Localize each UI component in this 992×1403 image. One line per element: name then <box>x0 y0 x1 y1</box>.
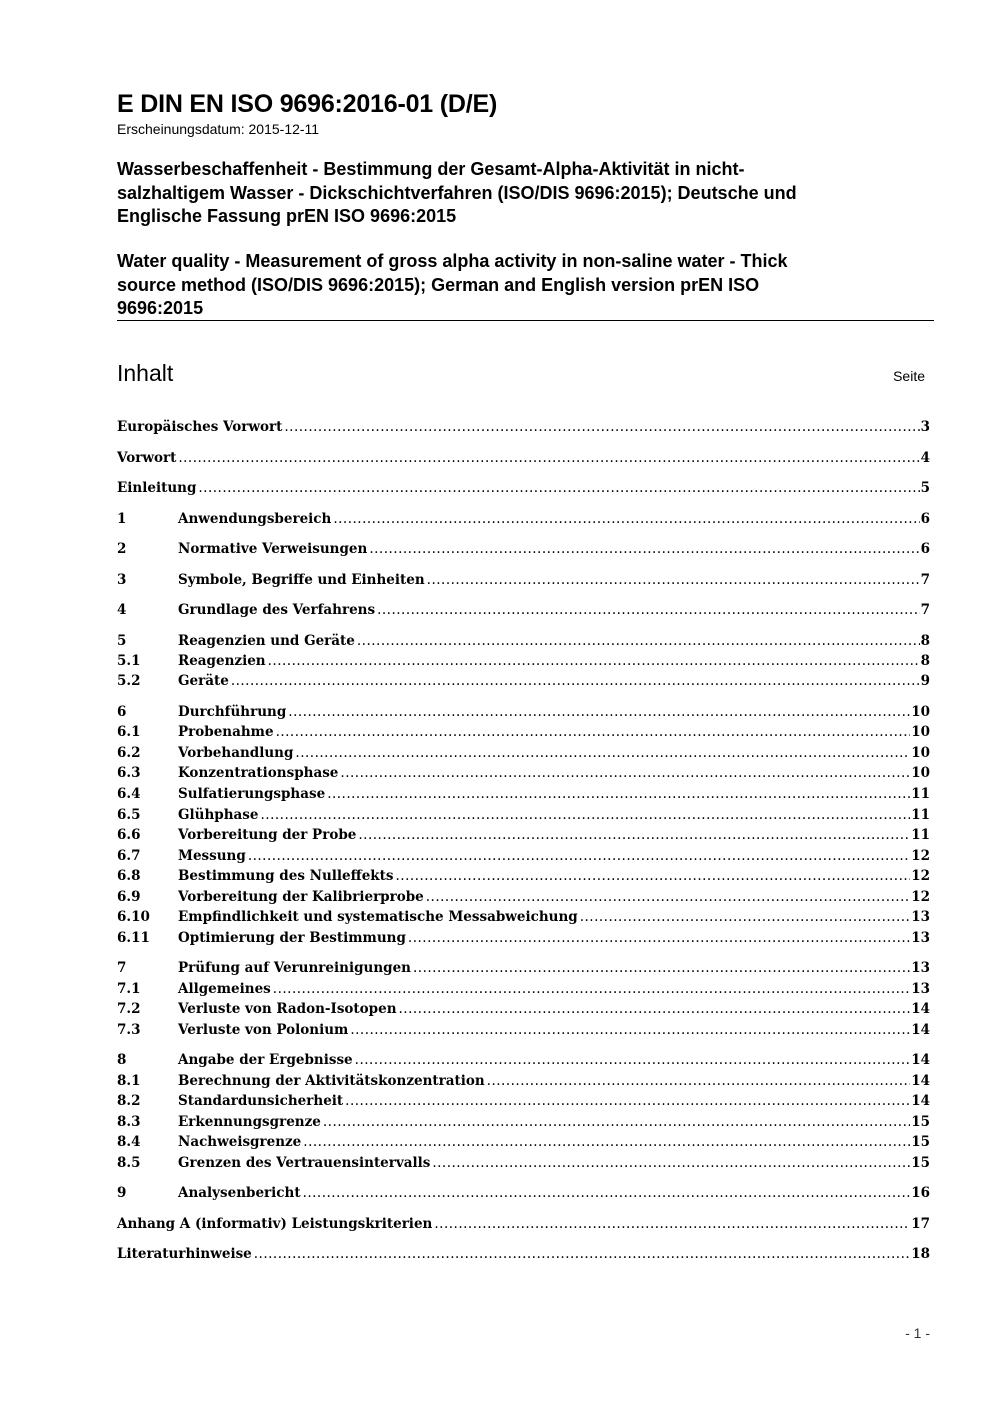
toc-entry-number: 8.2 <box>117 1093 141 1109</box>
toc-entry-title: Sulfatierungsphase <box>178 786 326 802</box>
toc-entry-page: 14 <box>911 1093 930 1109</box>
toc-entry-title: Bestimmung des Nulleffekts <box>178 868 394 884</box>
toc-entry-number: 7.1 <box>117 981 141 997</box>
toc-entry-title: Vorbehandlung <box>178 745 294 761</box>
toc-entry[interactable] <box>117 478 930 498</box>
toc-entry-title: Vorwort <box>117 450 177 466</box>
toc-entry-page: 8 <box>920 633 930 649</box>
toc-entry-page: 10 <box>911 765 930 781</box>
toc-dot-leader <box>580 907 910 927</box>
toc-entry-number: 5 <box>117 633 127 649</box>
toc-entry-page: 13 <box>911 981 930 997</box>
toc-dot-leader <box>260 805 910 825</box>
toc-dot-leader <box>288 702 910 722</box>
toc-dot-leader <box>268 651 920 671</box>
toc-entry-page: 16 <box>911 1185 930 1201</box>
toc-entry-title: Berechnung der Aktivitätskonzentration <box>178 1073 485 1089</box>
toc-entry-number: 8.4 <box>117 1134 141 1150</box>
toc-entry[interactable] <box>117 448 930 468</box>
toc-entry[interactable] <box>117 570 930 590</box>
toc-entry-number: 6.6 <box>117 827 141 843</box>
toc-entry-title: Europäisches Vorwort <box>117 419 283 435</box>
toc-entry[interactable] <box>117 671 930 691</box>
toc-entry-title: Optimierung der Bestimmung <box>178 930 406 946</box>
toc-dot-leader <box>284 417 919 437</box>
toc-entry-number: 1 <box>117 511 127 527</box>
title-english-line: source method (ISO/DIS 9696:2015); German and English version prEN ISO <box>117 274 760 295</box>
toc-entry-number: 8.1 <box>117 1073 141 1089</box>
toc-entry-title: Angabe der Ergebnisse <box>178 1052 353 1068</box>
title-german-line: salzhaltigem Wasser - Dickschichtverfahren (ISO/DIS 9696:2015); Deutsche und <box>117 182 797 203</box>
toc-entry-page: 8 <box>920 653 930 669</box>
toc-entry-title: Vorbereitung der Probe <box>178 827 357 843</box>
toc-entry-page: 12 <box>911 868 930 884</box>
toc-dot-leader <box>345 1091 910 1111</box>
title-german-line: Englische Fassung prEN ISO 9696:2015 <box>117 206 457 226</box>
toc-entry[interactable] <box>117 1183 930 1203</box>
toc-entry-title: Prüfung auf Verunreinigungen <box>178 960 411 976</box>
toc-entry-number: 7 <box>117 960 127 976</box>
toc-entry-title: Verluste von Radon-Isotopen <box>178 1001 397 1017</box>
toc-entry[interactable] <box>117 999 930 1019</box>
toc-entry[interactable] <box>117 1050 930 1070</box>
toc-entry[interactable] <box>117 539 930 559</box>
toc-entry-number: 6.11 <box>117 930 150 946</box>
toc-entry-page: 10 <box>911 724 930 740</box>
toc-entry-number: 8.3 <box>117 1114 141 1130</box>
toc-entry-title: Literaturhinweise <box>117 1246 252 1262</box>
title-english <box>117 250 907 321</box>
toc-dot-leader <box>254 1244 910 1264</box>
toc-entry-page: 3 <box>920 419 930 435</box>
toc-entry-title: Probenahme <box>178 724 274 740</box>
toc-entry-title: Anwendungsbereich <box>178 511 332 527</box>
toc-entry-number: 5.1 <box>117 653 141 669</box>
toc-entry[interactable] <box>117 509 930 529</box>
toc-dot-leader <box>178 448 919 468</box>
toc-entry[interactable] <box>117 784 930 804</box>
toc-entry-title: Nachweisgrenze <box>178 1134 302 1150</box>
toc-dot-leader <box>427 570 920 590</box>
toc-dot-leader <box>295 743 910 763</box>
toc-entry-page: 9 <box>920 673 930 689</box>
title-german <box>117 158 907 229</box>
toc-entry-number: 4 <box>117 602 127 618</box>
toc-dot-leader <box>358 825 910 845</box>
toc-entry-page: 13 <box>911 960 930 976</box>
toc-entry[interactable] <box>117 1132 930 1152</box>
toc-entry[interactable] <box>117 1244 930 1264</box>
toc-entry-page: 11 <box>911 786 930 802</box>
toc-entry[interactable] <box>117 907 930 927</box>
toc-entry-title: Grundlage des Verfahrens <box>178 602 376 618</box>
toc-entry-page: 6 <box>920 511 930 527</box>
toc-entry-page: 13 <box>911 909 930 925</box>
toc-dot-leader <box>357 631 920 651</box>
toc-entry-title: Grenzen des Vertrauensintervalls <box>178 1155 431 1171</box>
toc-entry-number: 6.4 <box>117 786 141 802</box>
toc-dot-leader <box>273 979 910 999</box>
title-english-line: Water quality - Measurement of gross alpha activity in non-saline water - Thick <box>117 251 788 271</box>
toc-entry[interactable] <box>117 825 930 845</box>
toc-entry-title: Analysenbericht <box>178 1185 301 1201</box>
toc-entry-page: 5 <box>920 480 930 496</box>
toc-dot-leader <box>231 671 920 691</box>
toc-entry[interactable] <box>117 763 930 783</box>
toc-entry[interactable] <box>117 1020 930 1040</box>
toc-entry-page: 18 <box>911 1246 930 1262</box>
toc-entry-title: Standardunsicherheit <box>178 1093 344 1109</box>
toc-dot-leader <box>434 1214 910 1234</box>
toc-entry-number: 6.3 <box>117 765 141 781</box>
title-english-line: 9696:2015 <box>117 298 204 318</box>
toc-entry-page: 13 <box>911 930 930 946</box>
toc-entry-page: 7 <box>920 602 930 618</box>
toc-entry[interactable] <box>117 1153 930 1173</box>
toc-entry-title: Vorbereitung der Kalibrierprobe <box>178 889 424 905</box>
toc-entry-page: 15 <box>911 1155 930 1171</box>
toc-entry-page: 10 <box>911 745 930 761</box>
toc-entry[interactable] <box>117 722 930 742</box>
toc-entry-page: 17 <box>911 1216 930 1232</box>
toc-entry[interactable] <box>117 1091 930 1111</box>
toc-entry-number: 2 <box>117 541 127 557</box>
toc-entry[interactable] <box>117 805 930 825</box>
toc-heading: Inhalt <box>117 360 174 386</box>
toc-entry-title: Konzentrationsphase <box>178 765 339 781</box>
toc-entry-number: 8.5 <box>117 1155 141 1171</box>
toc-entry-page: 11 <box>911 827 930 843</box>
toc-entry-page: 4 <box>920 450 930 466</box>
toc-entry-number: 5.2 <box>117 673 141 689</box>
toc-entry-page: 14 <box>911 1052 930 1068</box>
toc-entry-number: 6.5 <box>117 807 141 823</box>
toc-dot-leader <box>303 1183 911 1203</box>
toc-dot-leader <box>487 1071 911 1091</box>
toc-dot-leader <box>198 478 919 498</box>
toc-dot-leader <box>377 600 920 620</box>
toc-entry-page: 14 <box>911 1073 930 1089</box>
toc-dot-leader <box>432 1153 910 1173</box>
toc-entry[interactable] <box>117 631 930 651</box>
toc-dot-leader <box>327 784 910 804</box>
page-number: - 1 - <box>905 1325 930 1341</box>
toc-entry-page: 7 <box>920 572 930 588</box>
toc-dot-leader <box>355 1050 911 1070</box>
toc-entry[interactable] <box>117 702 930 722</box>
toc-entry-title: Durchführung <box>178 704 287 720</box>
toc-dot-leader <box>426 887 910 907</box>
toc-dot-leader <box>396 866 911 886</box>
toc-entry-number: 6 <box>117 704 127 720</box>
toc-page-label: Seite <box>893 368 925 384</box>
publication-date: Erscheinungsdatum: 2015-12-11 <box>117 121 320 137</box>
toc-entry-title: Anhang A (informativ) Leistungskriterien <box>117 1216 433 1232</box>
toc-entry-number: 6.1 <box>117 724 141 740</box>
toc-dot-leader <box>408 928 910 948</box>
toc-entry-title: Glühphase <box>178 807 259 823</box>
toc-dot-leader <box>413 958 910 978</box>
toc-entry[interactable] <box>117 1214 930 1234</box>
toc-entry[interactable] <box>117 958 930 978</box>
toc-dot-leader <box>350 1020 910 1040</box>
toc-dot-leader <box>248 846 910 866</box>
toc-entry-page: 6 <box>920 541 930 557</box>
toc-entry-page: 12 <box>911 848 930 864</box>
toc-entry-title: Geräte <box>178 673 229 689</box>
toc-entry-number: 6.2 <box>117 745 141 761</box>
toc-dot-leader <box>340 763 910 783</box>
toc-entry[interactable] <box>117 928 930 948</box>
toc-entry-title: Symbole, Begriffe und Einheiten <box>178 572 425 588</box>
toc-entry-page: 15 <box>911 1114 930 1130</box>
toc-entry-number: 6.8 <box>117 868 141 884</box>
toc-entry-number: 9 <box>117 1185 127 1201</box>
toc-entry-page: 12 <box>911 889 930 905</box>
toc-entry[interactable] <box>117 600 930 620</box>
toc-entry[interactable] <box>117 743 930 763</box>
toc-entry-page: 14 <box>911 1022 930 1038</box>
toc-entry[interactable] <box>117 887 930 907</box>
toc-entry-number: 7.2 <box>117 1001 141 1017</box>
toc-entry[interactable] <box>117 417 930 437</box>
toc-entry-number: 6.9 <box>117 889 141 905</box>
toc-entry[interactable] <box>117 1112 930 1132</box>
toc-entry-title: Empfindlichkeit und systematische Messabweichung <box>178 909 578 925</box>
toc-entry-page: 15 <box>911 1134 930 1150</box>
toc-entry-title: Messung <box>178 848 246 864</box>
header-divider <box>117 320 934 321</box>
toc-dot-leader <box>323 1112 910 1132</box>
toc-entry-number: 3 <box>117 572 127 588</box>
toc-entry[interactable] <box>117 846 930 866</box>
document-title: E DIN EN ISO 9696:2016-01 (D/E) <box>117 90 498 118</box>
toc-dot-leader <box>303 1132 910 1152</box>
toc-entry[interactable] <box>117 1071 930 1091</box>
toc-entry[interactable] <box>117 866 930 886</box>
toc-entry-title: Reagenzien <box>178 653 266 669</box>
toc-entry-title: Verluste von Polonium <box>178 1022 349 1038</box>
toc-entry-page: 11 <box>911 807 930 823</box>
toc-entry-number: 7.3 <box>117 1022 141 1038</box>
toc-dot-leader <box>276 722 911 742</box>
toc-entry-title: Reagenzien und Geräte <box>178 633 355 649</box>
toc-dot-leader <box>399 999 911 1019</box>
toc-entry[interactable] <box>117 979 930 999</box>
toc-entry[interactable] <box>117 651 930 671</box>
toc-entry-number: 6.10 <box>117 909 150 925</box>
toc-dot-leader <box>369 539 919 559</box>
toc-entry-title: Allgemeines <box>178 981 271 997</box>
toc-entry-page: 10 <box>911 704 930 720</box>
toc-entry-number: 6.7 <box>117 848 141 864</box>
toc-entry-number: 8 <box>117 1052 127 1068</box>
toc-entry-title: Einleitung <box>117 480 197 496</box>
toc-entry-title: Erkennungsgrenze <box>178 1114 321 1130</box>
title-german-line: Wasserbeschaffenheit - Bestimmung der Gesamt-Alpha-Aktivität in nicht- <box>117 159 745 179</box>
toc-entry-page: 14 <box>911 1001 930 1017</box>
toc-entry-title: Normative Verweisungen <box>178 541 368 557</box>
toc-dot-leader <box>333 509 919 529</box>
